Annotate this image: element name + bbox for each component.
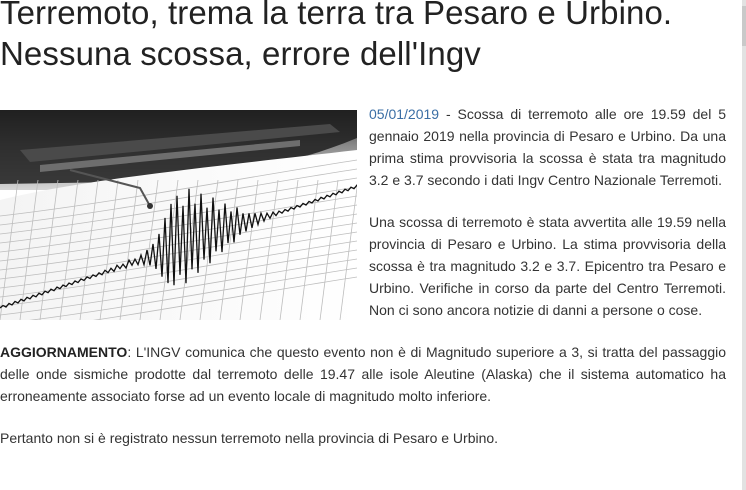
date-separator: - xyxy=(439,106,458,122)
article-date: 05/01/2019 xyxy=(369,106,440,122)
article-body xyxy=(0,103,726,469)
paragraph-4: Pertanto non si è registrato nessun terremoto nella provincia di Pesaro e Urbino. xyxy=(0,430,499,446)
page-scrollbar[interactable] xyxy=(742,0,746,490)
paragraph-2: Una scossa di terremoto è stata avvertita alle 19.59 nella provincia di Pesaro e Urbino. La stima provvisoria della scossa è tra magnitudo 3.2 e 3.7. Epicentro tra Pesaro e Urbino. Verifiche in corso da parte del Centro Terremoti. Non ci sono ancora notizie di danni a persone o cose. xyxy=(369,214,726,318)
article-title: Terremoto, trema la terra tra Pesaro e Urbino. Nessuna scossa, errore dell'Ingv xyxy=(0,0,673,72)
paragraph-update xyxy=(0,341,726,407)
update-text: : L'INGV comunica che questo evento non è di Magnitudo superiore a 3, si tratta del passaggio delle onde sismiche prodotte dal terremoto delle 19.47 alle isole Aleutine (Alaska) che il sistema automatico ha erroneamente associato forse ad un evento locale di magnitudo molto inferiore. xyxy=(0,344,726,404)
paragraph-1-text: Scossa di terremoto alle ore 19.59 del 5 gennaio 2019 nella provincia di Pesaro e Urbino. Da una prima stima provvisoria la scossa è stata tra magnitudo 3.2 e 3.7 secondo i dati Ingv Centro Nazionale Terremoti. xyxy=(369,106,726,188)
scrollbar-thumb[interactable] xyxy=(742,6,746,46)
update-label: AGGIORNAMENTO xyxy=(0,344,128,360)
